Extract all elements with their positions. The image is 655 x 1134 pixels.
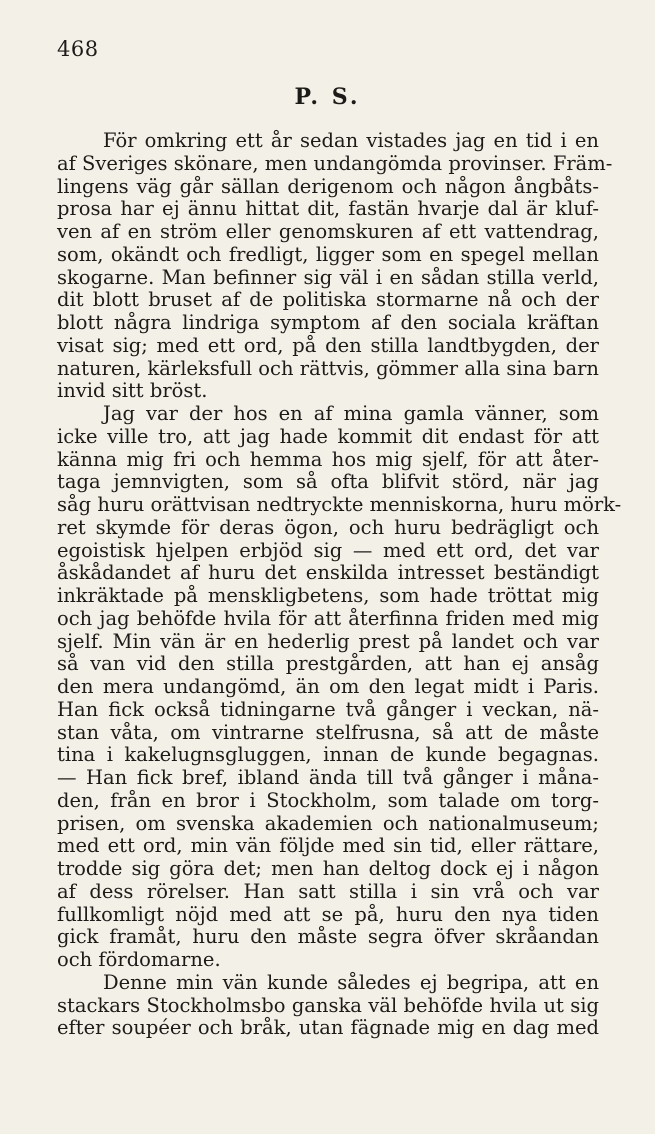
text-line: naturen, kärleksfull och rättvis, gömmer alla sina barn <box>57 356 599 380</box>
text-line: prosa har ej ännu hittat dit, fastän hvarje dal är kluf- <box>57 197 599 221</box>
text-line: ven af en ström eller genomskuren af ett vattendrag, <box>57 220 599 243</box>
text-line: åskådandet af huru det enskilda intresset beständigt <box>57 561 599 585</box>
text-line: egoistisk hjelpen erbjöd sig — med ett ord, det var <box>57 538 599 562</box>
text-line: ret skymde för deras ögon, och huru bedrägligt och <box>57 515 599 539</box>
text-line: som, okändt och fredligt, ligger som en spegel mellan <box>57 242 599 266</box>
text-line: blott några lindriga symptom af den sociala kräftan <box>57 311 599 334</box>
text-line: den, från en bror i Stockholm, som talade om torg- <box>57 788 599 812</box>
text-line: af dess rörelser. Han satt stilla i sin vrå och var <box>57 879 599 903</box>
text-line: tina i kakelugnsgluggen, innan de kunde begagnas. <box>57 743 599 767</box>
text-line: efter soupéer och bråk, utan fägnade mig en dag med <box>57 1016 599 1040</box>
text-line: stan våta, om vintrarne stelfrusna, så att de måste <box>57 720 599 744</box>
text-line: prisen, om svenska akademien och nationalmuseum; <box>57 811 599 835</box>
text-line: och jag behöfde hvila för att återfinna friden med mig <box>57 606 599 630</box>
text-line: Jag var der hos en af mina gamla vänner, som <box>103 402 599 425</box>
text-line: — Han fick bref, ibland ända till två gånger i måna- <box>57 766 599 789</box>
section-heading: P. S. <box>294 84 361 110</box>
text-line: taga jemnvigten, som så ofta blifvit störd, när jag <box>57 470 599 494</box>
text-line: gick framåt, huru den måste segra öfver skråandan <box>57 925 599 949</box>
text-line: stackars Stockholmsbo ganska väl behöfde hvila ut sig <box>57 993 599 1017</box>
text-line: icke ville tro, att jag hade kommit dit endast för att <box>57 424 599 448</box>
text-line: sjelf. Min vän är en hederlig prest på landet och var <box>57 629 599 653</box>
text-line: lingens väg går sällan derigenom och någon ångbåts- <box>57 174 599 198</box>
text-line: af Sveriges skönare, men undangömda provinser. Främ- <box>57 151 613 175</box>
text-line: fullkomligt nöjd med att se på, huru den nya tiden <box>57 902 599 926</box>
text-line: invid sitt bröst. <box>57 379 208 403</box>
body-text <box>57 129 622 1040</box>
text-line: dit blott bruset af de politiska stormarne nå och der <box>57 288 599 312</box>
text-line: och fördomarne. <box>57 948 221 971</box>
text-line: skogarne. Man befinner sig väl i en sådan stilla verld, <box>57 265 599 289</box>
text-line: känna mig fri och hemma hos mig sjelf, för att åter- <box>57 447 599 471</box>
text-line: För omkring ett år sedan vistades jag en tid i en <box>103 129 599 152</box>
text-line: Denne min vän kunde således ej begripa, att en <box>103 970 599 994</box>
text-line: trodde sig göra det; men han deltog dock ej i någon <box>57 857 599 880</box>
text-line: med ett ord, min vän följde med sin tid, eller rättare, <box>57 834 599 858</box>
text-line: så van vid den stilla prestgården, att han ej ansåg <box>57 652 599 676</box>
text-line: den mera undangömd, än om den legat midt i Paris. <box>57 675 599 698</box>
text-line: Han fick också tidningarne två gånger i veckan, nä- <box>57 697 599 721</box>
text-line: såg huru orättvisan nedtryckte menniskorna, huru mörk- <box>57 493 622 516</box>
page-number: 468 <box>57 37 99 61</box>
text-line: inkräktade på menskligbetens, som hade tröttat mig <box>57 584 599 607</box>
text-line: visat sig; med ett ord, på den stilla landtbygden, der <box>57 333 599 357</box>
